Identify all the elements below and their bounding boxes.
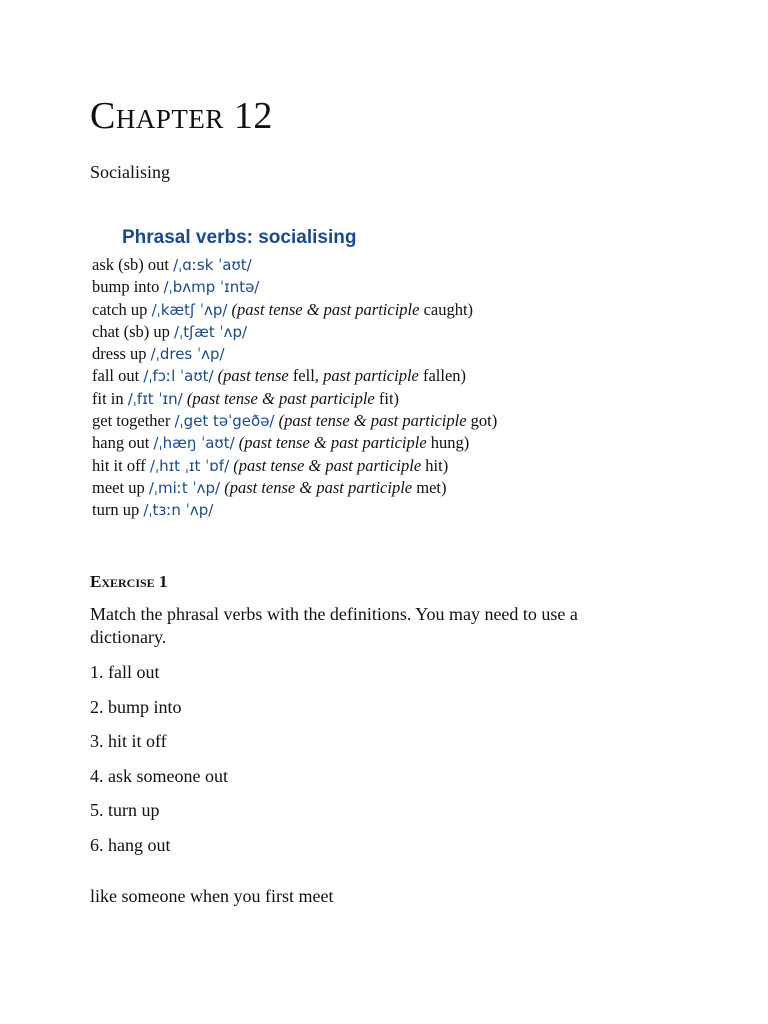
- note-label: (past tense & past participle: [238, 433, 427, 453]
- note-form: fell,: [292, 366, 319, 386]
- vocabulary-note: [224, 478, 446, 497]
- vocabulary-item: [92, 254, 560, 276]
- vocabulary-ipa: /ˌhæŋ ˈaʊt/: [153, 434, 235, 453]
- vocabulary-item: [92, 477, 560, 499]
- exercise-item: 5. turn up: [90, 800, 160, 821]
- vocabulary-item: [92, 343, 560, 365]
- vocabulary-ipa: /ˌfɔːl ˈaʊt/: [143, 367, 214, 386]
- vocabulary-verb: catch up: [92, 299, 148, 319]
- vocabulary-item: [92, 410, 560, 432]
- vocabulary-box: [90, 224, 560, 522]
- vocabulary-item: [92, 299, 560, 321]
- note-form: got): [470, 411, 498, 431]
- exercise-definition: like someone when you first meet: [90, 886, 334, 906]
- vocabulary-ipa: /ˌtʃæt ˈʌp/: [174, 322, 248, 341]
- vocabulary-verb: hang out: [92, 433, 150, 453]
- vocabulary-note: [239, 433, 470, 452]
- chapter-subtitle: Socialising: [90, 162, 170, 182]
- note-label: past participle: [323, 366, 419, 386]
- exercise-title: Exercise 1: [90, 572, 168, 591]
- vocabulary-ipa: /ˌhɪt ˌɪt ˈɒf/: [149, 456, 230, 475]
- note-form: hit): [425, 455, 449, 475]
- note-form: caught): [423, 299, 474, 319]
- note-label: (past tense & past participle: [278, 411, 467, 431]
- chapter-title: Chapter 12: [90, 95, 273, 137]
- vocabulary-note: [218, 366, 466, 385]
- vocabulary-ipa: /ˌfɪt ˈɪn/: [127, 389, 183, 408]
- vocabulary-verb: chat (sb) up: [92, 321, 170, 341]
- vocabulary-ipa: /ˌkætʃ ˈʌp/: [151, 300, 228, 319]
- vocabulary-verb: get together: [92, 411, 171, 431]
- note-form: fit): [378, 388, 400, 408]
- exercise-instructions: Match the phrasal verbs with the definitions. You may need to use a dictionary.: [90, 604, 578, 647]
- vocabulary-heading: Phrasal verbs: socialising: [122, 227, 357, 248]
- vocabulary-ipa: /ˌtɜːn ˈʌp/: [143, 501, 214, 520]
- vocabulary-note: [233, 456, 448, 475]
- vocabulary-verb: fall out: [92, 366, 140, 386]
- vocabulary-verb: turn up: [92, 500, 140, 520]
- vocabulary-verb: hit it off: [92, 455, 146, 475]
- vocabulary-verb: fit in: [92, 388, 124, 408]
- vocabulary-ipa: /ˌdres ˈʌp/: [150, 345, 225, 364]
- vocabulary-ipa: /ˌmiːt ˈʌp/: [148, 478, 221, 497]
- note-label: (past tense & past participle: [233, 455, 422, 475]
- vocabulary-item: [92, 455, 560, 477]
- note-form: met): [416, 477, 447, 497]
- vocabulary-item: [92, 276, 560, 298]
- exercise-list: [90, 660, 228, 868]
- vocabulary-ipa: /ˌbʌmp ˈɪntə/: [163, 278, 260, 297]
- vocabulary-note: [187, 389, 399, 408]
- vocabulary-item: [92, 365, 560, 387]
- vocabulary-verb: dress up: [92, 344, 147, 364]
- vocabulary-verb: meet up: [92, 477, 145, 497]
- exercise-item: 4. ask someone out: [90, 765, 228, 786]
- note-label: (past tense: [217, 366, 289, 386]
- note-form: fallen): [422, 366, 467, 386]
- vocabulary-item: [92, 499, 560, 521]
- vocabulary-list: [90, 254, 560, 522]
- note-label: (past tense & past participle: [231, 299, 420, 319]
- vocabulary-ipa: /ˌɑːsk ˈaʊt/: [173, 256, 252, 274]
- vocabulary-note: [232, 300, 474, 319]
- note-label: (past tense & past participle: [186, 388, 375, 408]
- vocabulary-item: [92, 321, 560, 343]
- exercise-item: 2. bump into: [90, 696, 182, 717]
- note-label: (past tense & past participle: [224, 477, 413, 497]
- vocabulary-item: [92, 388, 560, 410]
- note-form: hung): [430, 433, 470, 453]
- vocabulary-ipa: /ˌget təˈgeðə/: [174, 412, 275, 431]
- vocabulary-item: [92, 432, 560, 454]
- vocabulary-verb: ask (sb) out: [92, 255, 169, 274]
- vocabulary-verb: bump into: [92, 277, 160, 297]
- exercise-item: 3. hit it off: [90, 731, 167, 752]
- exercise-item: 1. fall out: [90, 662, 160, 682]
- exercise-item: 6. hang out: [90, 834, 171, 855]
- vocabulary-note: [279, 411, 498, 430]
